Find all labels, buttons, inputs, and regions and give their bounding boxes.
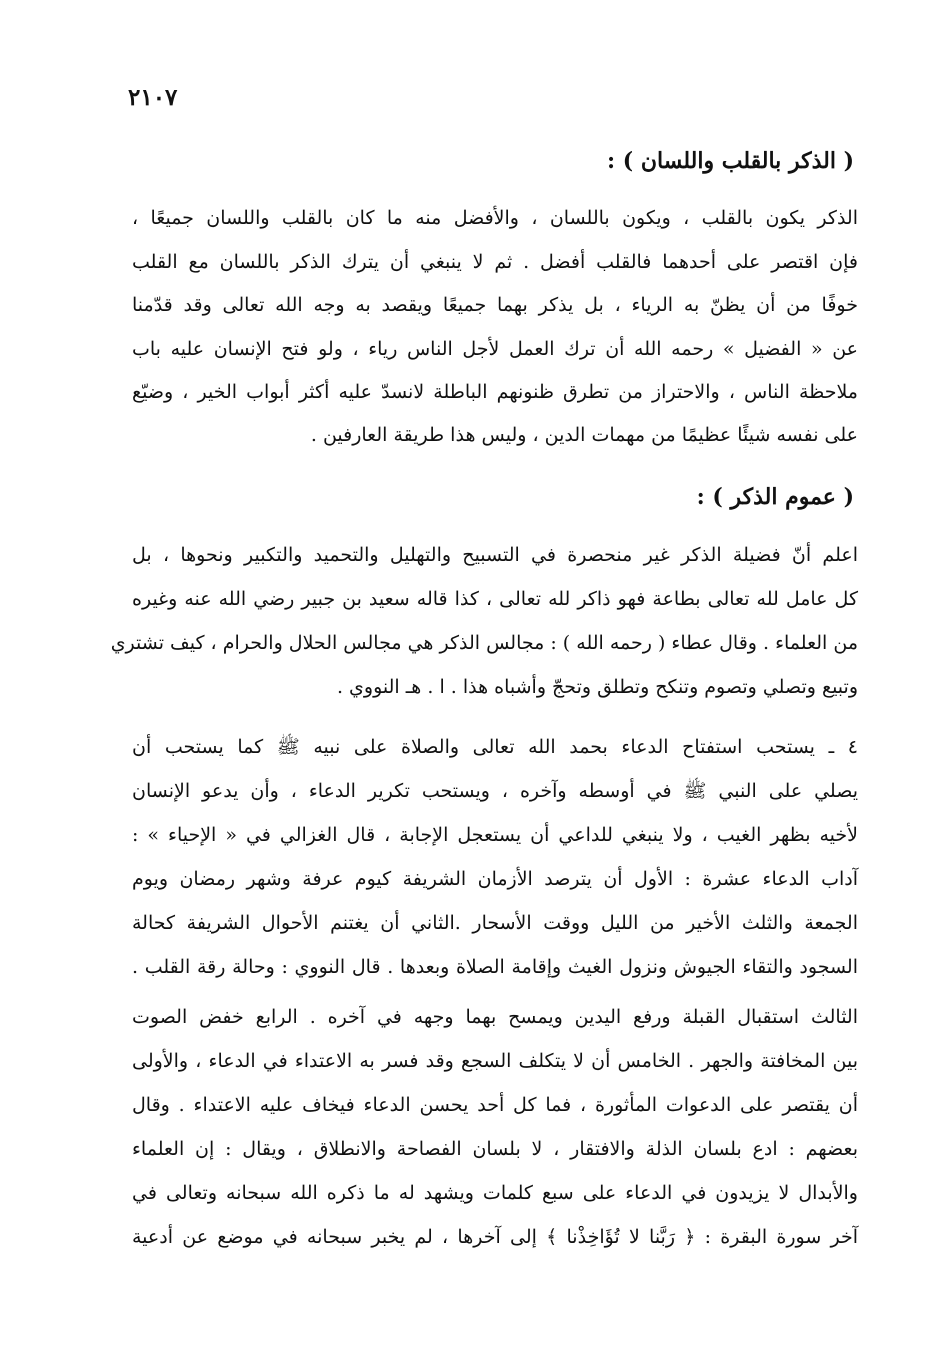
text-line: السجود والتقاء الجيوش ونزول الغيث وإقامة الصلاة وبعدها . قال النووي : وحالة رقة القلب . [132, 956, 858, 978]
text-line: عن « الفضيل » رحمه الله أن ترك العمل لأجل الناس رياء ، ولو فتح الإنسان عليه باب [132, 338, 858, 360]
text-line: وتبيع وتصلي وتصوم وتنكح وتطلق وتحجّ وأشباه هذا . ا . هـ النووي . [336, 676, 858, 698]
text-line: الجمعة والثلث الأخير من الليل ووقت الأسحار .الثاني أن يغتنم الأحوال الشريفة كحالة [132, 912, 858, 934]
text-line: الذكر يكون بالقلب ، ويكون باللسان ، والأفضل منه ما كان بالقلب واللسان جميعًا ، [132, 207, 858, 229]
heading-dhikr-heart-tongue: ( الذكر بالقلب واللسان ) : [607, 148, 854, 174]
text-line: والأبدال لا يزيدون في الدعاء على سبع كلمات ويشهد له ما ذكره الله سبحانه وتعالى في [132, 1182, 858, 1204]
text-line: الثالث استقبال القبلة ورفع اليدين ويمسح بهما وجهه في آخره . الرابع خفض الصوت [132, 1006, 858, 1028]
text-line: ٤ ـ يستحب استفتاح الدعاء بحمد الله تعالى والصلاة على نبيه ﷺ كما يستحب أن [132, 736, 858, 758]
heading-generality-of-dhikr: ( عموم الذكر ) : [696, 484, 854, 510]
text-line: ملاحظة الناس ، والاحتراز من تطرق ظنونهم الباطلة لانسدّ عليه أكثر أبواب الخير ، وضيّع [132, 381, 858, 403]
text-line: آداب الدعاء عشرة : الأول أن يترصد الأزمان الشريفة كيوم عرفة وشهر رمضان ويوم [132, 868, 858, 890]
text-line: بعضهم : ادع بلسان الذلة والافتقار ، لا بلسان الفصاحة والانطلاق ، ويقال : إن العلماء [132, 1138, 858, 1160]
text-line: اعلم أنّ فضيلة الذكر غير منحصرة في التسبيح والتهليل والتحميد والتكبير ونحوها ، بل [132, 544, 858, 566]
text-line: فإن اقتصر على أحدهما فالقلب أفضل . ثم لا ينبغي أن يترك الذكر باللسان مع القلب [132, 251, 858, 273]
text-line: آخر سورة البقرة : ﴿ رَبَّنا لا تُؤَاخِذْنا ﴾ إلى آخرها ، لم يخبر سبحانه في موضع عن أدعية [132, 1226, 858, 1248]
text-line: على نفسه شيئًا عظيمًا من مهمات الدين ، وليس هذا طريقة العارفين . [310, 424, 858, 446]
text-line: أن يقتصر على الدعوات المأثورة ، فما كل أحد يحسن الدعاء فيخاف عليه الاعتداء . وقال [132, 1094, 858, 1116]
text-line: بين المخافتة والجهر . الخامس أن لا يتكلف السجع وقد فسر به الاعتداء في الدعاء ، والأولى [132, 1050, 858, 1072]
text-line: يصلي على النبي ﷺ في أوسطه وآخره ، ويستحب تكرير الدعاء ، وأن يدعو الإنسان [132, 780, 858, 802]
page-number: ٢١٠٧ [128, 84, 178, 111]
text-line: خوفًا من أن يظنّ به الرياء ، بل يذكر بهما جميعًا ويقصد به وجه الله تعالى وقد قدّمنا [132, 294, 858, 316]
text-line: كل عامل لله تعالى بطاعة فهو ذاكر لله تعالى ، كذا قاله سعيد بن جبير رضي الله عنه وغيره [132, 588, 858, 610]
text-line: لأخيه بظهر الغيب ، ولا ينبغي للداعي أن يستعجل الإجابة ، قال الغزالي في « الإحياء » : [132, 824, 858, 846]
text-line: من العلماء . وقال عطاء ( رحمه الله ) : مجالس الذكر هي مجالس الحلال والحرام ، كيف تشتري [110, 632, 858, 654]
